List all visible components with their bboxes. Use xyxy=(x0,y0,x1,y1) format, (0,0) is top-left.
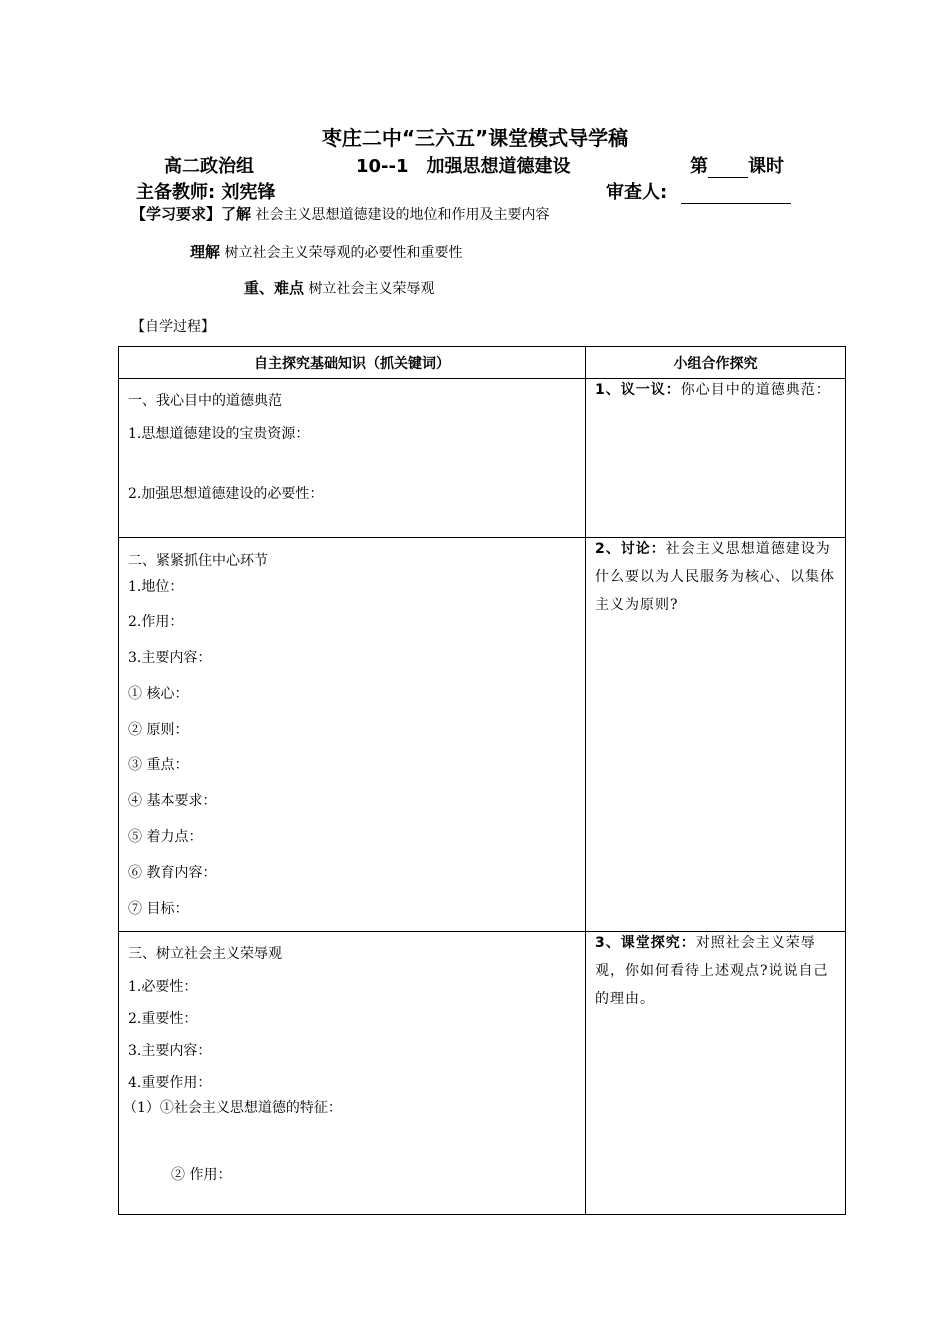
row3-right[interactable] xyxy=(586,932,846,1215)
list-item: 3.主要内容： xyxy=(128,1043,212,1059)
prompt-text: 对照社会主义荣辱观，你如何看待上述观点?说说自己的理由。 xyxy=(595,935,829,1007)
list-item: 2.作用： xyxy=(128,614,184,630)
list-item: 一、我心目中的道德典范 xyxy=(128,393,282,409)
list-item: ④ 基本要求： xyxy=(128,793,217,809)
process-label: 【自学过程】 xyxy=(131,319,215,335)
table-row xyxy=(119,932,846,1215)
lesson-title: 10--1 加强思想道德建设 xyxy=(356,156,571,177)
list-item: ② 作用： xyxy=(171,1167,232,1183)
prompt-text: 你心目中的道德典范： xyxy=(680,382,831,398)
teacher-name: 刘宪锋 xyxy=(221,182,276,203)
teacher-label: 主备教师: xyxy=(136,182,216,203)
row1-right[interactable] xyxy=(586,379,846,538)
list-item: （1）①社会主义思想道德的特征： xyxy=(123,1100,342,1116)
list-item: 1.必要性： xyxy=(128,979,198,995)
table-header-row xyxy=(119,347,846,379)
row1-left[interactable] xyxy=(119,379,586,538)
prompt-label: 3、课堂探究： xyxy=(595,935,696,951)
row2-left[interactable] xyxy=(119,538,586,932)
teacher-field xyxy=(136,178,275,204)
understand-label: 了解 xyxy=(221,205,252,223)
row3-left[interactable] xyxy=(119,932,586,1215)
header-left: 自主探究基础知识（抓关键词） xyxy=(119,347,586,379)
period-blank[interactable] xyxy=(708,156,748,178)
requirement-label: 【学习要求】 xyxy=(131,205,222,223)
reviewer-label: 审查人: xyxy=(606,182,668,203)
prompt-label: 2、讨论： xyxy=(595,541,666,557)
study-table xyxy=(118,346,846,1215)
period-suffix: 课时 xyxy=(748,156,784,177)
list-item: 4.重要作用： xyxy=(128,1075,212,1091)
comprehend-text: 树立社会主义荣辱观的必要性和重要性 xyxy=(224,245,463,261)
list-item: 二、紧紧抓住中心环节 xyxy=(128,553,268,569)
discussion-prompt xyxy=(595,929,839,1013)
list-item: ⑤ 着力点： xyxy=(128,829,203,845)
reviewer-field xyxy=(606,178,791,204)
requirement-comprehend xyxy=(190,241,462,262)
requirement-understand xyxy=(131,203,549,224)
prompt-text: 社会主义思想道德建设为什么要以为人民服务为核心、以集体主义为原则? xyxy=(595,541,835,613)
list-item: ⑦ 目标： xyxy=(128,901,189,917)
list-item: ⑥ 教育内容： xyxy=(128,865,217,881)
table-row xyxy=(119,379,846,538)
row2-right[interactable] xyxy=(586,538,846,932)
reviewer-blank[interactable] xyxy=(681,182,791,204)
key-label: 重、难点 xyxy=(244,279,305,297)
list-item: ① 核心： xyxy=(128,686,189,702)
list-item: 1.地位： xyxy=(128,579,184,595)
list-item: ③ 重点： xyxy=(128,757,189,773)
list-item: 3.主要内容： xyxy=(128,650,212,666)
list-item: 1.思想道德建设的宝贵资源： xyxy=(128,426,310,442)
page-title: 枣庄二中“三六五”课堂模式导学稿 xyxy=(321,126,629,150)
list-item: 三、树立社会主义荣辱观 xyxy=(128,946,282,962)
header-right: 小组合作探究 xyxy=(586,347,846,379)
prompt-label: 1、议一议： xyxy=(595,382,681,398)
list-item: 2.加强思想道德建设的必要性： xyxy=(128,486,324,502)
table-row xyxy=(119,538,846,932)
requirement-key xyxy=(244,277,434,298)
list-item: 2.重要性： xyxy=(128,1011,198,1027)
understand-text: 社会主义思想道德建设的地位和作用及主要内容 xyxy=(255,207,550,223)
period-field xyxy=(690,152,784,178)
discussion-prompt xyxy=(595,376,839,404)
comprehend-label: 理解 xyxy=(190,243,221,261)
discussion-prompt xyxy=(595,535,839,619)
list-item: ② 原则： xyxy=(128,722,189,738)
period-prefix: 第 xyxy=(690,156,708,177)
key-text: 树立社会主义荣辱观 xyxy=(308,281,435,297)
group-label: 高二政治组 xyxy=(164,156,254,177)
